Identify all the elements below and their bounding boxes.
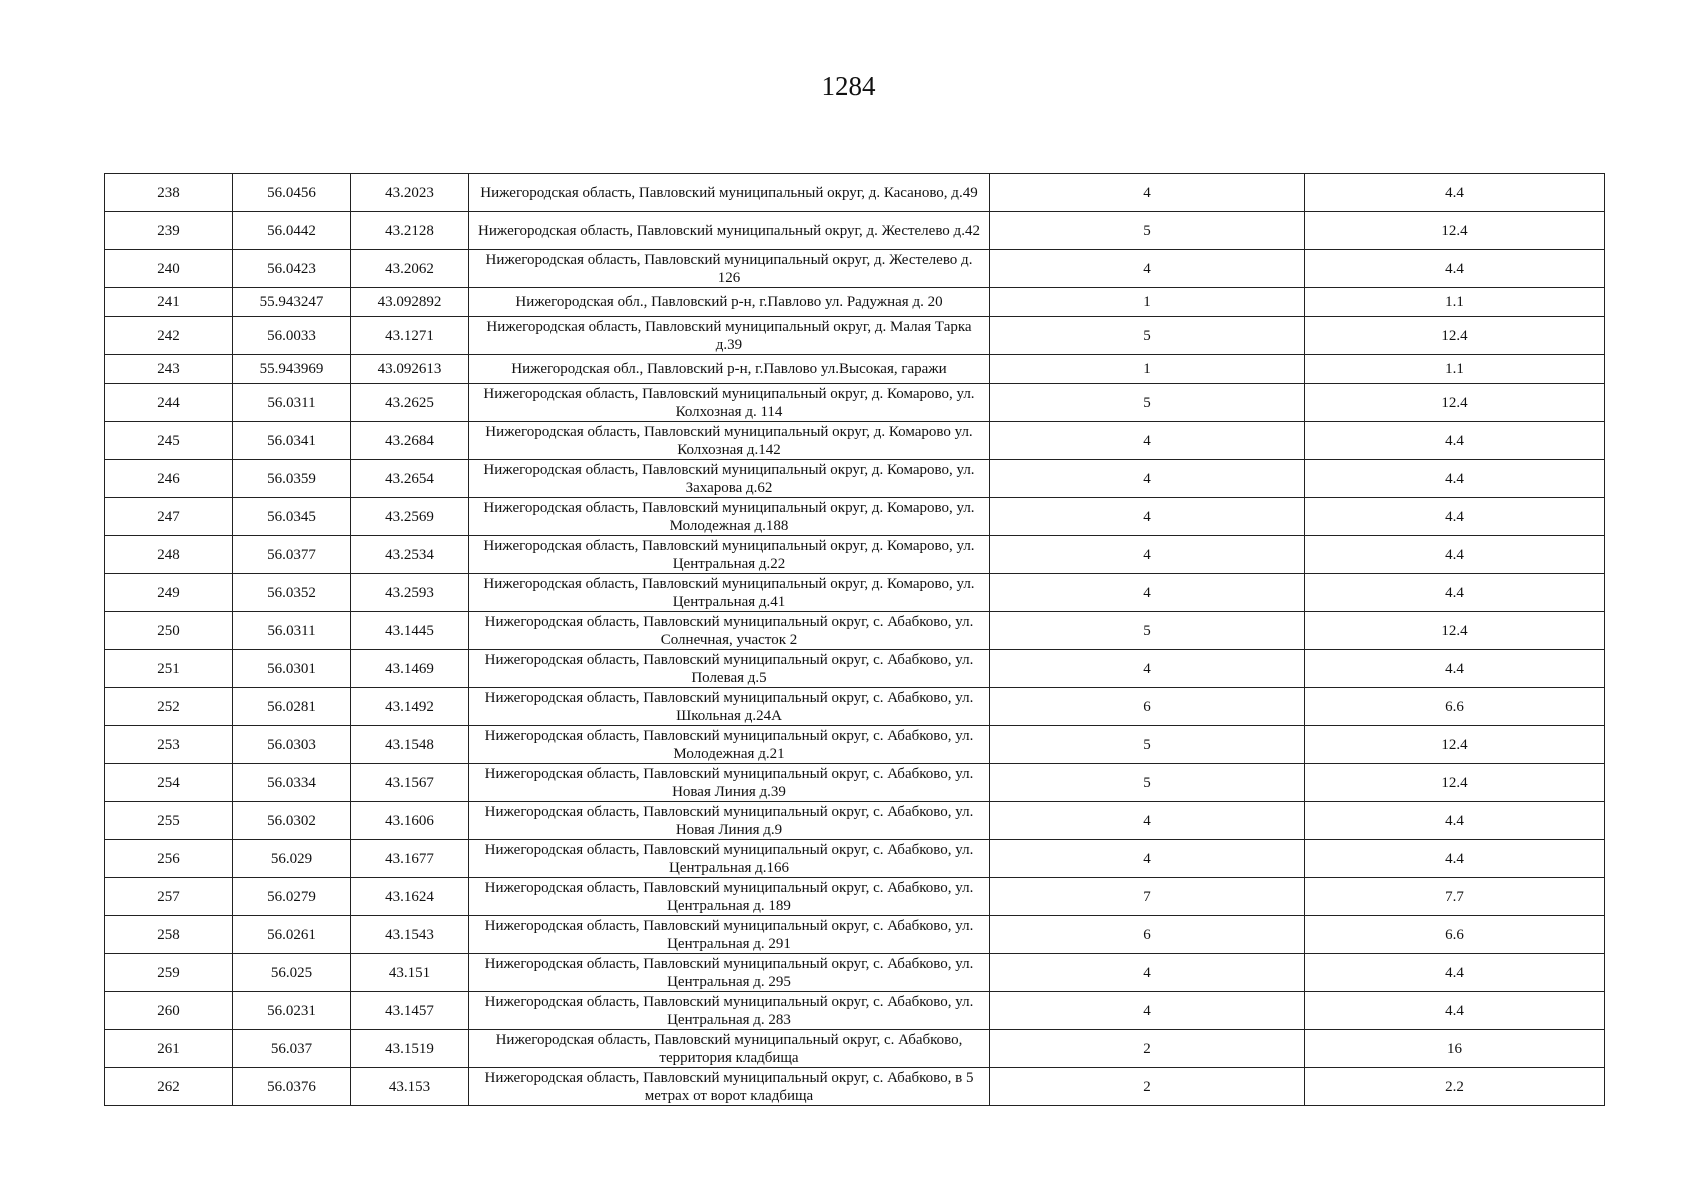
longitude-cell: 43.151 <box>351 954 469 992</box>
address-cell: Нижегородская область, Павловский муниципальный округ, с. Абабково, ул. Центральная д. 189 <box>469 878 990 916</box>
table-row <box>105 574 1605 612</box>
volume-cell: 7.7 <box>1305 878 1605 916</box>
longitude-cell: 43.1548 <box>351 726 469 764</box>
volume-cell: 6.6 <box>1305 688 1605 726</box>
row-number-cell: 257 <box>105 878 233 916</box>
volume-cell: 12.4 <box>1305 317 1605 355</box>
volume-cell: 6.6 <box>1305 916 1605 954</box>
container-count-cell: 4 <box>990 802 1305 840</box>
volume-cell: 4.4 <box>1305 954 1605 992</box>
row-number-cell: 251 <box>105 650 233 688</box>
container-count-cell: 1 <box>990 288 1305 317</box>
table-row <box>105 650 1605 688</box>
table-row <box>105 840 1605 878</box>
table-row <box>105 250 1605 288</box>
row-number-cell: 254 <box>105 764 233 802</box>
longitude-cell: 43.1271 <box>351 317 469 355</box>
container-count-cell: 4 <box>990 954 1305 992</box>
address-cell: Нижегородская область, Павловский муниципальный округ, д. Комарово, ул. Захарова д.62 <box>469 460 990 498</box>
longitude-cell: 43.2128 <box>351 212 469 250</box>
table-row <box>105 916 1605 954</box>
row-number-cell: 241 <box>105 288 233 317</box>
address-cell: Нижегородская область, Павловский муниципальный округ, с. Абабково, ул. Новая Линия д.9 <box>469 802 990 840</box>
longitude-cell: 43.1624 <box>351 878 469 916</box>
row-number-cell: 259 <box>105 954 233 992</box>
row-number-cell: 247 <box>105 498 233 536</box>
latitude-cell: 56.0261 <box>233 916 351 954</box>
address-cell: Нижегородская область, Павловский муниципальный округ, д. Жестелево д.42 <box>469 212 990 250</box>
volume-cell: 1.1 <box>1305 355 1605 384</box>
row-number-cell: 245 <box>105 422 233 460</box>
row-number-cell: 256 <box>105 840 233 878</box>
table-row <box>105 498 1605 536</box>
table-row <box>105 212 1605 250</box>
longitude-cell: 43.1492 <box>351 688 469 726</box>
container-count-cell: 1 <box>990 355 1305 384</box>
volume-cell: 4.4 <box>1305 174 1605 212</box>
table-row <box>105 612 1605 650</box>
table-row <box>105 174 1605 212</box>
container-count-cell: 6 <box>990 688 1305 726</box>
latitude-cell: 56.0303 <box>233 726 351 764</box>
table-row <box>105 954 1605 992</box>
latitude-cell: 56.0359 <box>233 460 351 498</box>
address-cell: Нижегородская область, Павловский муниципальный округ, д. Комарово, ул. Центральная д.22 <box>469 536 990 574</box>
table-row <box>105 288 1605 317</box>
latitude-cell: 56.0281 <box>233 688 351 726</box>
latitude-cell: 56.0231 <box>233 992 351 1030</box>
volume-cell: 12.4 <box>1305 726 1605 764</box>
longitude-cell: 43.2625 <box>351 384 469 422</box>
volume-cell: 12.4 <box>1305 612 1605 650</box>
address-cell: Нижегородская область, Павловский муниципальный округ, д. Жестелево д. 126 <box>469 250 990 288</box>
address-cell: Нижегородская область, Павловский муниципальный округ, д. Комарово ул. Колхозная д.142 <box>469 422 990 460</box>
row-number-cell: 238 <box>105 174 233 212</box>
address-cell: Нижегородская область, Павловский муниципальный округ, с. Абабково, ул. Полевая д.5 <box>469 650 990 688</box>
row-number-cell: 250 <box>105 612 233 650</box>
address-cell: Нижегородская область, Павловский муниципальный округ, д. Малая Тарка д.39 <box>469 317 990 355</box>
address-cell: Нижегородская область, Павловский муниципальный округ, с. Абабково, ул. Солнечная, участок 2 <box>469 612 990 650</box>
row-number-cell: 255 <box>105 802 233 840</box>
container-count-cell: 5 <box>990 726 1305 764</box>
address-cell: Нижегородская область, Павловский муниципальный округ, д. Комарово, ул. Центральная д.41 <box>469 574 990 612</box>
longitude-cell: 43.1543 <box>351 916 469 954</box>
address-cell: Нижегородская область, Павловский муниципальный округ, с. Абабково, ул. Молодежная д.21 <box>469 726 990 764</box>
container-count-cell: 6 <box>990 916 1305 954</box>
longitude-cell: 43.2023 <box>351 174 469 212</box>
address-cell: Нижегородская область, Павловский муниципальный округ, с. Абабково, ул. Центральная д.166 <box>469 840 990 878</box>
row-number-cell: 262 <box>105 1068 233 1106</box>
container-count-cell: 2 <box>990 1030 1305 1068</box>
volume-cell: 4.4 <box>1305 650 1605 688</box>
latitude-cell: 56.0033 <box>233 317 351 355</box>
volume-cell: 4.4 <box>1305 422 1605 460</box>
row-number-cell: 242 <box>105 317 233 355</box>
latitude-cell: 55.943969 <box>233 355 351 384</box>
latitude-cell: 56.0311 <box>233 384 351 422</box>
volume-cell: 4.4 <box>1305 250 1605 288</box>
row-number-cell: 248 <box>105 536 233 574</box>
row-number-cell: 246 <box>105 460 233 498</box>
container-sites-table <box>104 173 1605 1106</box>
longitude-cell: 43.2534 <box>351 536 469 574</box>
address-cell: Нижегородская область, Павловский муниципальный округ, с. Абабково, территория кладбища <box>469 1030 990 1068</box>
container-count-cell: 5 <box>990 612 1305 650</box>
row-number-cell: 249 <box>105 574 233 612</box>
latitude-cell: 56.0301 <box>233 650 351 688</box>
container-count-cell: 5 <box>990 317 1305 355</box>
longitude-cell: 43.2654 <box>351 460 469 498</box>
container-count-cell: 7 <box>990 878 1305 916</box>
longitude-cell: 43.1519 <box>351 1030 469 1068</box>
table-row <box>105 422 1605 460</box>
volume-cell: 12.4 <box>1305 384 1605 422</box>
latitude-cell: 56.0334 <box>233 764 351 802</box>
row-number-cell: 244 <box>105 384 233 422</box>
volume-cell: 4.4 <box>1305 574 1605 612</box>
row-number-cell: 258 <box>105 916 233 954</box>
table-row <box>105 355 1605 384</box>
container-count-cell: 4 <box>990 992 1305 1030</box>
longitude-cell: 43.1469 <box>351 650 469 688</box>
address-cell: Нижегородская обл., Павловский р-н, г.Павлово ул. Радужная д. 20 <box>469 288 990 317</box>
table-row <box>105 726 1605 764</box>
longitude-cell: 43.153 <box>351 1068 469 1106</box>
volume-cell: 1.1 <box>1305 288 1605 317</box>
latitude-cell: 56.0377 <box>233 536 351 574</box>
latitude-cell: 56.025 <box>233 954 351 992</box>
table-row <box>105 992 1605 1030</box>
volume-cell: 4.4 <box>1305 536 1605 574</box>
container-count-cell: 5 <box>990 764 1305 802</box>
row-number-cell: 243 <box>105 355 233 384</box>
latitude-cell: 56.0279 <box>233 878 351 916</box>
longitude-cell: 43.1445 <box>351 612 469 650</box>
row-number-cell: 239 <box>105 212 233 250</box>
container-count-cell: 5 <box>990 212 1305 250</box>
row-number-cell: 240 <box>105 250 233 288</box>
longitude-cell: 43.1457 <box>351 992 469 1030</box>
longitude-cell: 43.2684 <box>351 422 469 460</box>
address-cell: Нижегородская область, Павловский муниципальный округ, с. Абабково, в 5 метрах от ворот кладбища <box>469 1068 990 1106</box>
volume-cell: 4.4 <box>1305 460 1605 498</box>
container-count-cell: 4 <box>990 460 1305 498</box>
volume-cell: 2.2 <box>1305 1068 1605 1106</box>
table-row <box>105 802 1605 840</box>
container-count-cell: 4 <box>990 536 1305 574</box>
table-row <box>105 1068 1605 1106</box>
latitude-cell: 55.943247 <box>233 288 351 317</box>
table-row <box>105 460 1605 498</box>
longitude-cell: 43.1567 <box>351 764 469 802</box>
container-count-cell: 4 <box>990 422 1305 460</box>
longitude-cell: 43.092892 <box>351 288 469 317</box>
latitude-cell: 56.029 <box>233 840 351 878</box>
table-row <box>105 317 1605 355</box>
row-number-cell: 252 <box>105 688 233 726</box>
row-number-cell: 261 <box>105 1030 233 1068</box>
longitude-cell: 43.2569 <box>351 498 469 536</box>
page-number: 1284 <box>821 71 876 101</box>
container-count-cell: 5 <box>990 384 1305 422</box>
table-row <box>105 536 1605 574</box>
volume-cell: 4.4 <box>1305 840 1605 878</box>
container-count-cell: 4 <box>990 498 1305 536</box>
table-row <box>105 878 1605 916</box>
container-count-cell: 4 <box>990 574 1305 612</box>
latitude-cell: 56.0456 <box>233 174 351 212</box>
container-count-cell: 2 <box>990 1068 1305 1106</box>
table-row <box>105 764 1605 802</box>
volume-cell: 12.4 <box>1305 764 1605 802</box>
latitude-cell: 56.0376 <box>233 1068 351 1106</box>
volume-cell: 12.4 <box>1305 212 1605 250</box>
volume-cell: 4.4 <box>1305 802 1605 840</box>
table-row <box>105 1030 1605 1068</box>
address-cell: Нижегородская область, Павловский муниципальный округ, д. Комарово, ул. Молодежная д.188 <box>469 498 990 536</box>
latitude-cell: 56.0345 <box>233 498 351 536</box>
address-cell: Нижегородская область, Павловский муниципальный округ, с. Абабково, ул. Центральная д. 291 <box>469 916 990 954</box>
container-count-cell: 4 <box>990 174 1305 212</box>
container-count-cell: 4 <box>990 840 1305 878</box>
address-cell: Нижегородская область, Павловский муниципальный округ, с. Абабково, ул. Новая Линия д.39 <box>469 764 990 802</box>
longitude-cell: 43.2593 <box>351 574 469 612</box>
row-number-cell: 253 <box>105 726 233 764</box>
container-count-cell: 4 <box>990 250 1305 288</box>
latitude-cell: 56.0302 <box>233 802 351 840</box>
table-row <box>105 688 1605 726</box>
latitude-cell: 56.0423 <box>233 250 351 288</box>
address-cell: Нижегородская обл., Павловский р-н, г.Павлово ул.Высокая, гаражи <box>469 355 990 384</box>
table-body <box>105 174 1605 1106</box>
address-cell: Нижегородская область, Павловский муниципальный округ, с. Абабково, ул. Центральная д. 283 <box>469 992 990 1030</box>
latitude-cell: 56.0311 <box>233 612 351 650</box>
longitude-cell: 43.092613 <box>351 355 469 384</box>
latitude-cell: 56.0341 <box>233 422 351 460</box>
address-cell: Нижегородская область, Павловский муниципальный округ, д. Касаново, д.49 <box>469 174 990 212</box>
longitude-cell: 43.2062 <box>351 250 469 288</box>
address-cell: Нижегородская область, Павловский муниципальный округ, с. Абабково, ул. Школьная д.24А <box>469 688 990 726</box>
volume-cell: 4.4 <box>1305 498 1605 536</box>
volume-cell: 4.4 <box>1305 992 1605 1030</box>
latitude-cell: 56.037 <box>233 1030 351 1068</box>
table-row <box>105 384 1605 422</box>
latitude-cell: 56.0352 <box>233 574 351 612</box>
volume-cell: 16 <box>1305 1030 1605 1068</box>
row-number-cell: 260 <box>105 992 233 1030</box>
address-cell: Нижегородская область, Павловский муниципальный округ, с. Абабково, ул. Центральная д. 295 <box>469 954 990 992</box>
container-count-cell: 4 <box>990 650 1305 688</box>
longitude-cell: 43.1606 <box>351 802 469 840</box>
address-cell: Нижегородская область, Павловский муниципальный округ, д. Комарово, ул. Колхозная д. 114 <box>469 384 990 422</box>
longitude-cell: 43.1677 <box>351 840 469 878</box>
latitude-cell: 56.0442 <box>233 212 351 250</box>
